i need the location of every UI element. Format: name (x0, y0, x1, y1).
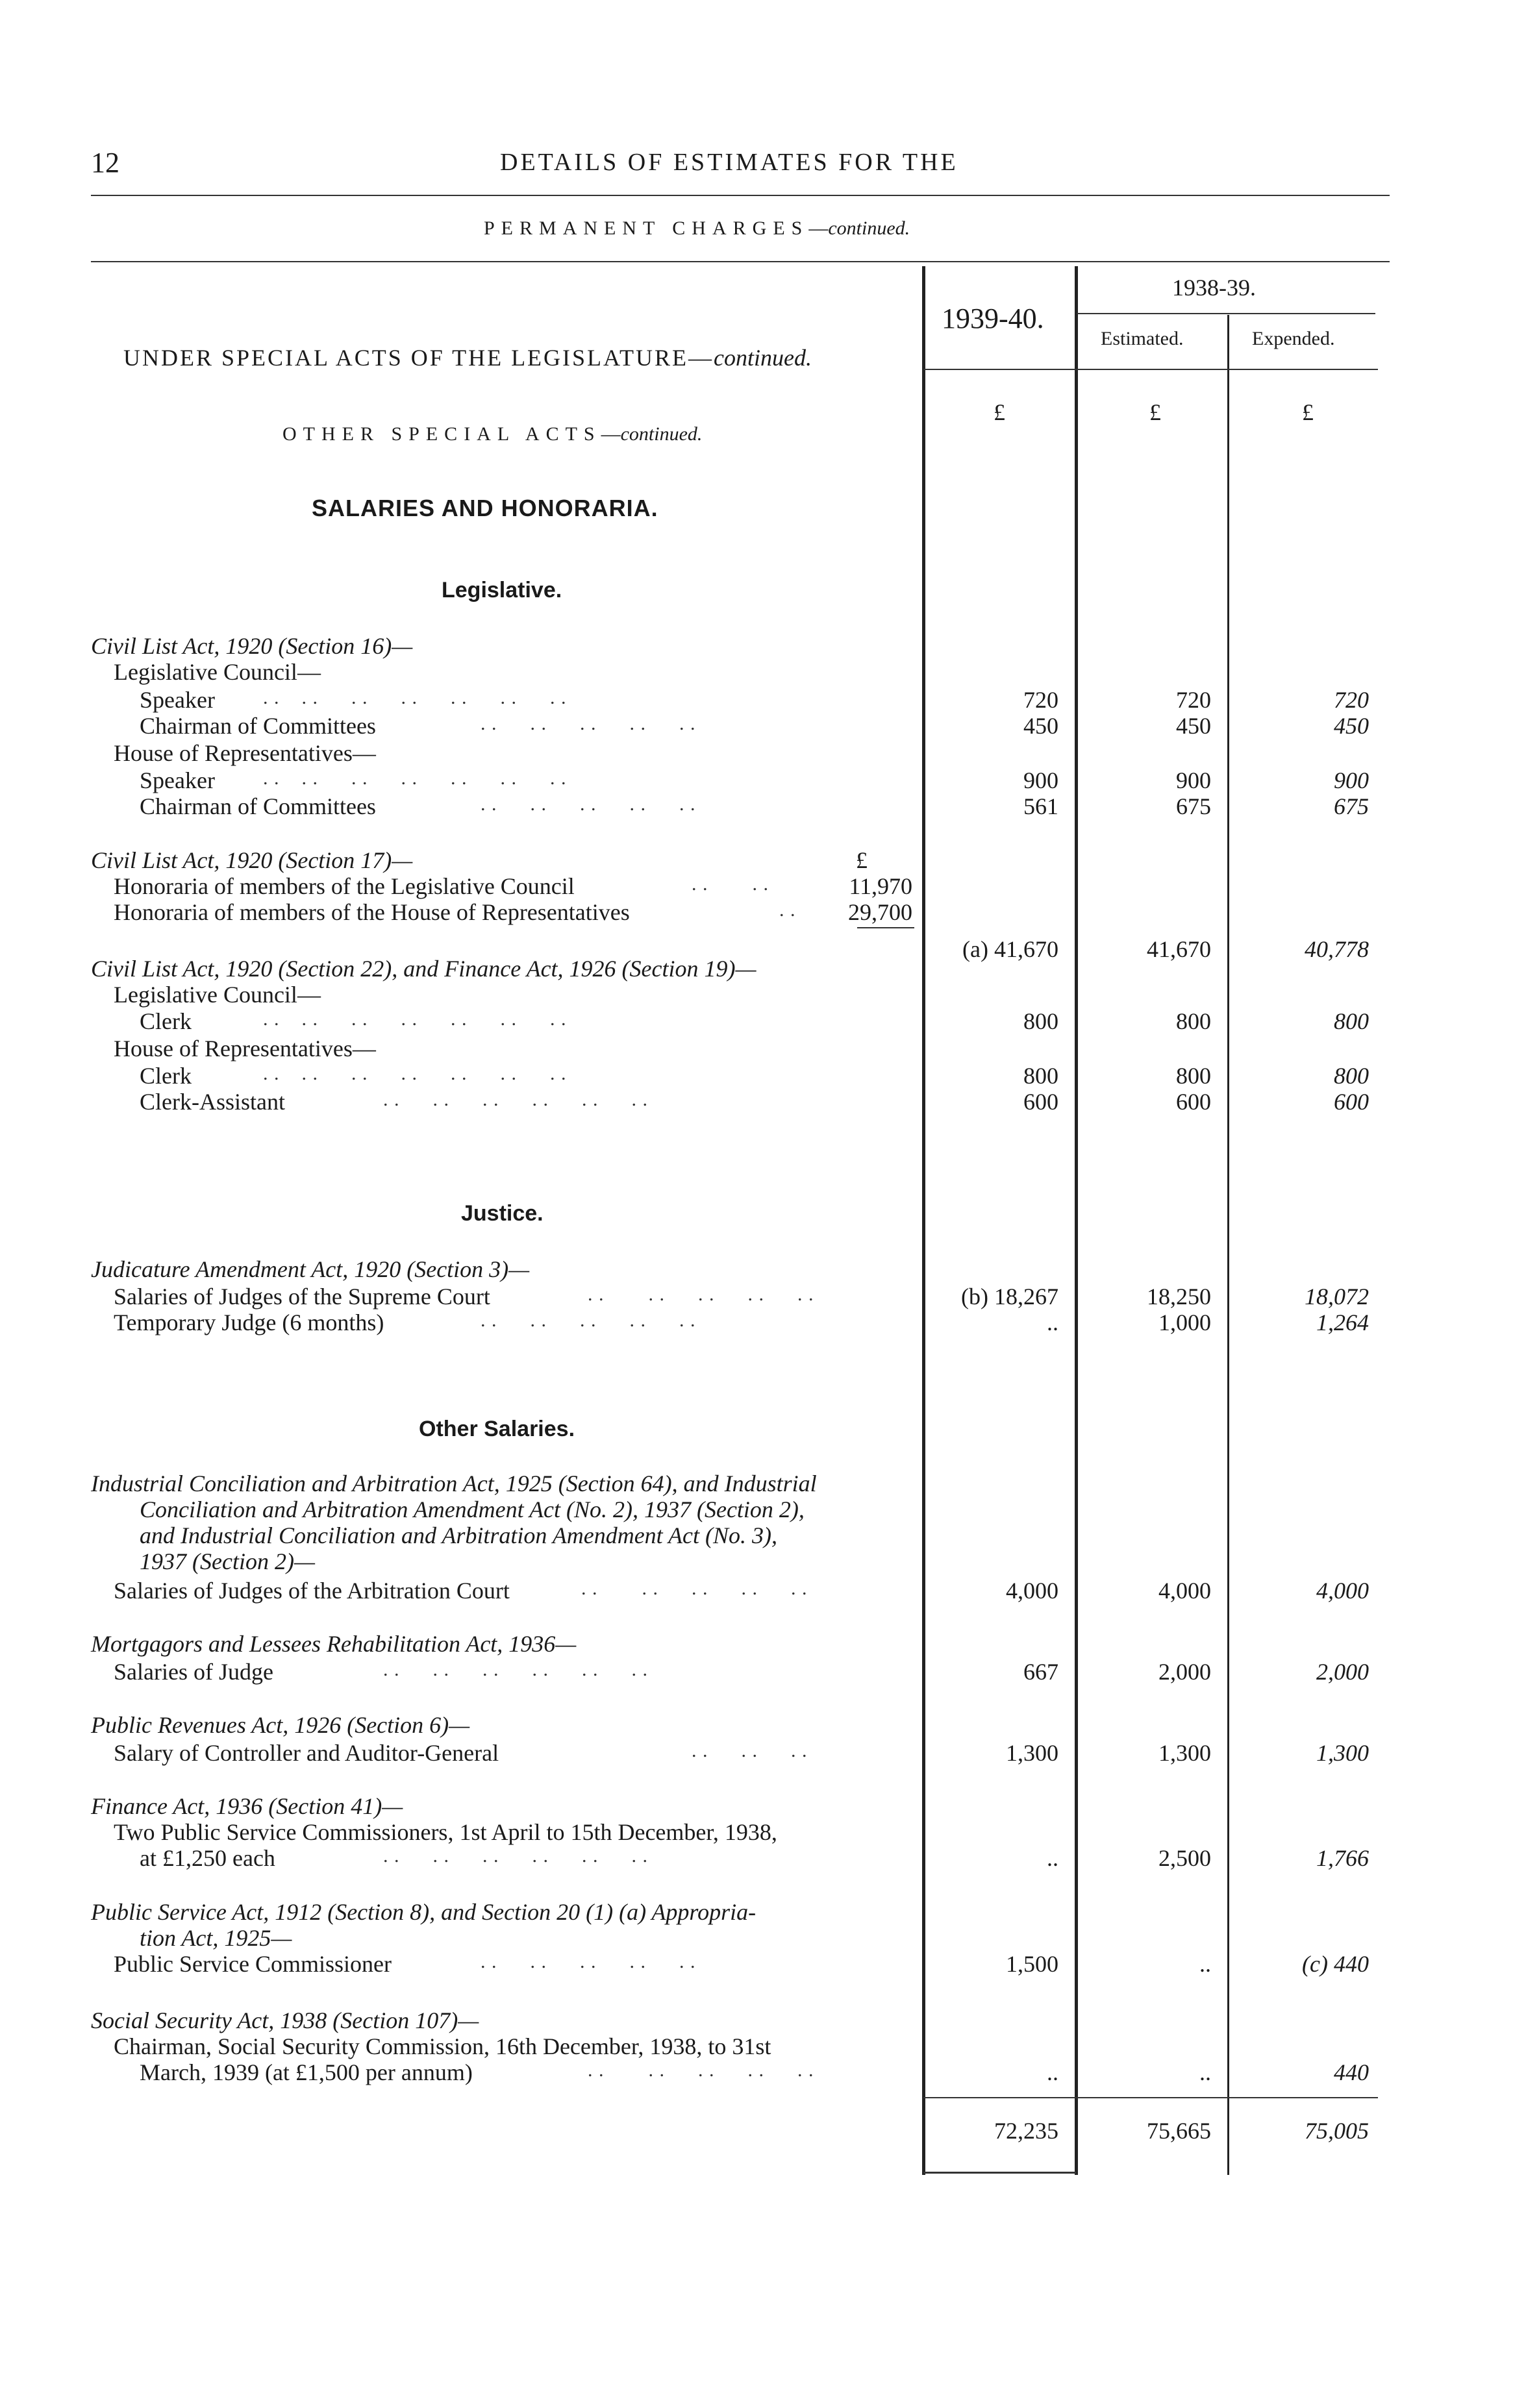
figure-psc2-col1: .. (1047, 1845, 1058, 1871)
header-rule (91, 195, 1390, 196)
figure-chair2-col3: 675 (1334, 793, 1369, 819)
page-title: DETAILS OF ESTIMATES FOR THE (500, 149, 958, 176)
house-reps-label: House of Representatives— (114, 740, 376, 766)
act-civil-17: Civil List Act, 1920 (Section 17)— (91, 847, 413, 873)
total-rule-bottom (923, 2172, 1076, 2174)
sub-heading-cont: continued. (620, 423, 703, 445)
figure-controller-col3: 1,300 (1316, 1740, 1369, 1766)
act-industrial-3: and Industrial Conciliation and Arbitration Amendment Act (No. 3), (140, 1522, 777, 1548)
col-estimated: Estimated. (1101, 328, 1184, 349)
figure-clerk-asst-col2: 600 (1176, 1089, 1211, 1115)
figure-temp-col2: 1,000 (1158, 1310, 1211, 1335)
figure-clerk-asst-col3: 600 (1334, 1089, 1369, 1115)
figure-psc-col1: 1,500 (1006, 1951, 1058, 1977)
justice-title: Justice. (461, 1201, 544, 1226)
col-1939-40: 1939-40. (942, 303, 1044, 334)
hon1-value: 11,970 (849, 873, 912, 899)
temp-label: Temporary Judge (6 months) (114, 1310, 384, 1335)
psc2-label-1: Two Public Service Commissioners, 1st April to 15th December, 1938, (114, 1819, 777, 1845)
figure-controller-col2: 1,300 (1158, 1740, 1211, 1766)
figure-temp-col1: .. (1047, 1310, 1058, 1335)
clerk2-label: Clerk (140, 1063, 192, 1089)
leader: . . . . . . . . . . (588, 2059, 814, 2081)
figure-judges-col2: 18,250 (1147, 1284, 1211, 1310)
judges-label: Salaries of Judges of the Supreme Court (114, 1284, 490, 1310)
salaries-title: SALARIES AND HONORARIA. (312, 495, 658, 521)
leader: . . . . . . . . . . . . . . (263, 1008, 567, 1030)
leader: . . . . . . . . . . (481, 1310, 696, 1331)
section-heading-cont: continued. (714, 345, 812, 371)
leader: . . (779, 899, 796, 921)
figure-civil17-col2: 41,670 (1147, 936, 1211, 962)
act-social-security: Social Security Act, 1938 (Section 107)— (91, 2007, 479, 2033)
hon2-value: 29,700 (848, 899, 912, 925)
act-industrial-2: Conciliation and Arbitration Amendment Act (No. 2), 1937 (Section 2), (140, 1496, 805, 1522)
figure-clerk2-col2: 800 (1176, 1063, 1211, 1089)
act-judicature: Judicature Amendment Act, 1920 (Section 3)— (91, 1256, 530, 1282)
honoraria-pound: £ (856, 847, 868, 873)
judge-label: Salaries of Judge (114, 1659, 273, 1685)
figure-ssc-col2: .. (1199, 2059, 1211, 2085)
figure-total-col2: 75,665 (1147, 2118, 1211, 2144)
figure-judges-col1: (b) 18,267 (961, 1284, 1058, 1310)
subtitle: PERMANENT CHARGES (484, 217, 809, 239)
figure-speaker2-col1: 900 (1023, 767, 1058, 793)
figure-judge-col1: 667 (1023, 1659, 1058, 1685)
leader: . . . . . . . . . . . . . . (263, 1063, 567, 1084)
figure-civil17-col1: (a) 41,670 (962, 936, 1058, 962)
ssc-label-1: Chairman, Social Security Commission, 16th December, 1938, to 31st (114, 2033, 771, 2059)
subtitle-line: PERMANENT CHARGES—continued. (484, 217, 910, 239)
chair2-label: Chairman of Committees (140, 793, 376, 819)
figure-psc2-col3: 1,766 (1316, 1845, 1369, 1871)
figure-chair1-col2: 450 (1176, 713, 1211, 739)
figure-arb-col2: 4,000 (1158, 1578, 1211, 1604)
currency-1: £ (994, 399, 1005, 425)
section-heading-text: UNDER SPECIAL ACTS OF THE LEGISLATURE (123, 345, 689, 371)
leg-council-label: Legislative Council— (114, 659, 321, 685)
arb-label: Salaries of Judges of the Arbitration Court (114, 1578, 510, 1604)
leg-council2-label: Legislative Council— (114, 982, 321, 1008)
leader: . . . . . . . . . . (481, 1951, 696, 1972)
act-public-service-1: Public Service Act, 1912 (Section 8), and Section 20 (1) (a) Appropria- (91, 1899, 757, 1925)
total-rule-top (923, 2097, 1378, 2098)
act-public-service-2: tion Act, 1925— (140, 1925, 292, 1951)
leader: . . . . . . . . . . (581, 1578, 808, 1599)
page-number: 12 (91, 147, 119, 179)
sub-heading: OTHER SPECIAL ACTS—continued. (282, 423, 703, 445)
figure-clerk1-col3: 800 (1334, 1008, 1369, 1034)
act-finance: Finance Act, 1936 (Section 41)— (91, 1793, 403, 1819)
col-rule-mid (1075, 266, 1078, 2175)
leader: . . . . (692, 873, 769, 895)
legislative-title: Legislative. (442, 578, 562, 602)
leader: . . . . . . (692, 1740, 808, 1761)
figure-arb-col3: 4,000 (1316, 1578, 1369, 1604)
other-title: Other Salaries. (419, 1417, 575, 1441)
controller-label: Salary of Controller and Auditor-General (114, 1740, 499, 1766)
section-heading: UNDER SPECIAL ACTS OF THE LEGISLATURE—continued. (123, 345, 812, 371)
act-mortgagors: Mortgagors and Lessees Rehabilitation Act, 1936— (91, 1631, 577, 1657)
figure-civil17-col3: 40,778 (1305, 936, 1369, 962)
leader: . . . . . . . . . . . . . . (263, 767, 567, 789)
leader: . . . . . . . . . . (481, 793, 696, 815)
figure-psc-col3: (c) 440 (1302, 1951, 1369, 1977)
subtotal-rule (857, 927, 914, 928)
col-header-rule-bottom (923, 369, 1378, 370)
figure-psc-col2: .. (1199, 1951, 1211, 1977)
psc2-label-2: at £1,250 each (140, 1845, 275, 1871)
leader: . . . . . . . . . . . . . . (263, 687, 567, 708)
figure-chair2-col1: 561 (1023, 793, 1058, 819)
chair1-label: Chairman of Committees (140, 713, 376, 739)
col-rule-left (922, 266, 925, 2175)
act-civil-16: Civil List Act, 1920 (Section 16)— (91, 633, 413, 659)
leader: . . . . . . . . . . . . (383, 1659, 648, 1680)
figure-ssc-col3: 440 (1334, 2059, 1369, 2085)
ssc-label-2: March, 1939 (at £1,500 per annum) (140, 2059, 473, 2085)
figure-arb-col1: 4,000 (1006, 1578, 1058, 1604)
figure-total-col1: 72,235 (994, 2118, 1058, 2144)
figure-clerk1-col2: 800 (1176, 1008, 1211, 1034)
figure-clerk2-col3: 800 (1334, 1063, 1369, 1089)
hon1-label: Honoraria of members of the Legislative Council (114, 873, 575, 899)
speaker2-label: Speaker (140, 767, 215, 793)
figure-chair1-col3: 450 (1334, 713, 1369, 739)
hon2-label: Honoraria of members of the House of Representatives (114, 899, 630, 925)
col-1938-39: 1938-39. (1172, 275, 1256, 301)
figure-controller-col1: 1,300 (1006, 1740, 1058, 1766)
figure-chair2-col2: 675 (1176, 793, 1211, 819)
figure-temp-col3: 1,264 (1316, 1310, 1369, 1335)
leader: . . . . . . . . . . (481, 713, 696, 734)
figure-clerk1-col1: 800 (1023, 1008, 1058, 1034)
currency-2: £ (1149, 399, 1161, 425)
col-header-rule-prev (1077, 313, 1375, 314)
figure-speaker2-col3: 900 (1334, 767, 1369, 793)
col-expended: Expended. (1252, 328, 1335, 349)
figure-judges-col3: 18,072 (1305, 1284, 1369, 1310)
figure-psc2-col2: 2,500 (1158, 1845, 1211, 1871)
figure-judge-col3: 2,000 (1316, 1659, 1369, 1685)
leader: . . . . . . . . . . . . (383, 1089, 648, 1110)
subtitle-cont: continued. (828, 217, 910, 239)
clerk1-label: Clerk (140, 1008, 192, 1034)
figure-clerk2-col1: 800 (1023, 1063, 1058, 1089)
act-industrial-4: 1937 (Section 2)— (140, 1548, 315, 1574)
figure-speaker1-col1: 720 (1023, 687, 1058, 713)
subheader-rule (91, 261, 1390, 262)
sub-heading-text: OTHER SPECIAL ACTS (282, 423, 601, 445)
figure-speaker2-col2: 900 (1176, 767, 1211, 793)
figure-judge-col2: 2,000 (1158, 1659, 1211, 1685)
currency-3: £ (1302, 399, 1314, 425)
act-civil-22: Civil List Act, 1920 (Section 22), and Finance Act, 1926 (Section 19)— (91, 956, 757, 982)
clerk-asst-label: Clerk-Assistant (140, 1089, 285, 1115)
figure-clerk-asst-col1: 600 (1023, 1089, 1058, 1115)
act-revenues: Public Revenues Act, 1926 (Section 6)— (91, 1712, 470, 1738)
figure-ssc-col1: .. (1047, 2059, 1058, 2085)
leader: . . . . . . . . . . (588, 1284, 814, 1305)
speaker1-label: Speaker (140, 687, 215, 713)
figure-speaker1-col2: 720 (1176, 687, 1211, 713)
leader: . . . . . . . . . . . . (383, 1845, 648, 1867)
figure-chair1-col1: 450 (1023, 713, 1058, 739)
psc-label: Public Service Commissioner (114, 1951, 392, 1977)
col-rule-est (1227, 315, 1229, 2175)
figure-total-col3: 75,005 (1305, 2118, 1369, 2144)
house-reps2-label: House of Representatives— (114, 1036, 376, 1061)
act-industrial-1: Industrial Conciliation and Arbitration Act, 1925 (Section 64), and Industrial (91, 1471, 817, 1496)
figure-speaker1-col3: 720 (1334, 687, 1369, 713)
